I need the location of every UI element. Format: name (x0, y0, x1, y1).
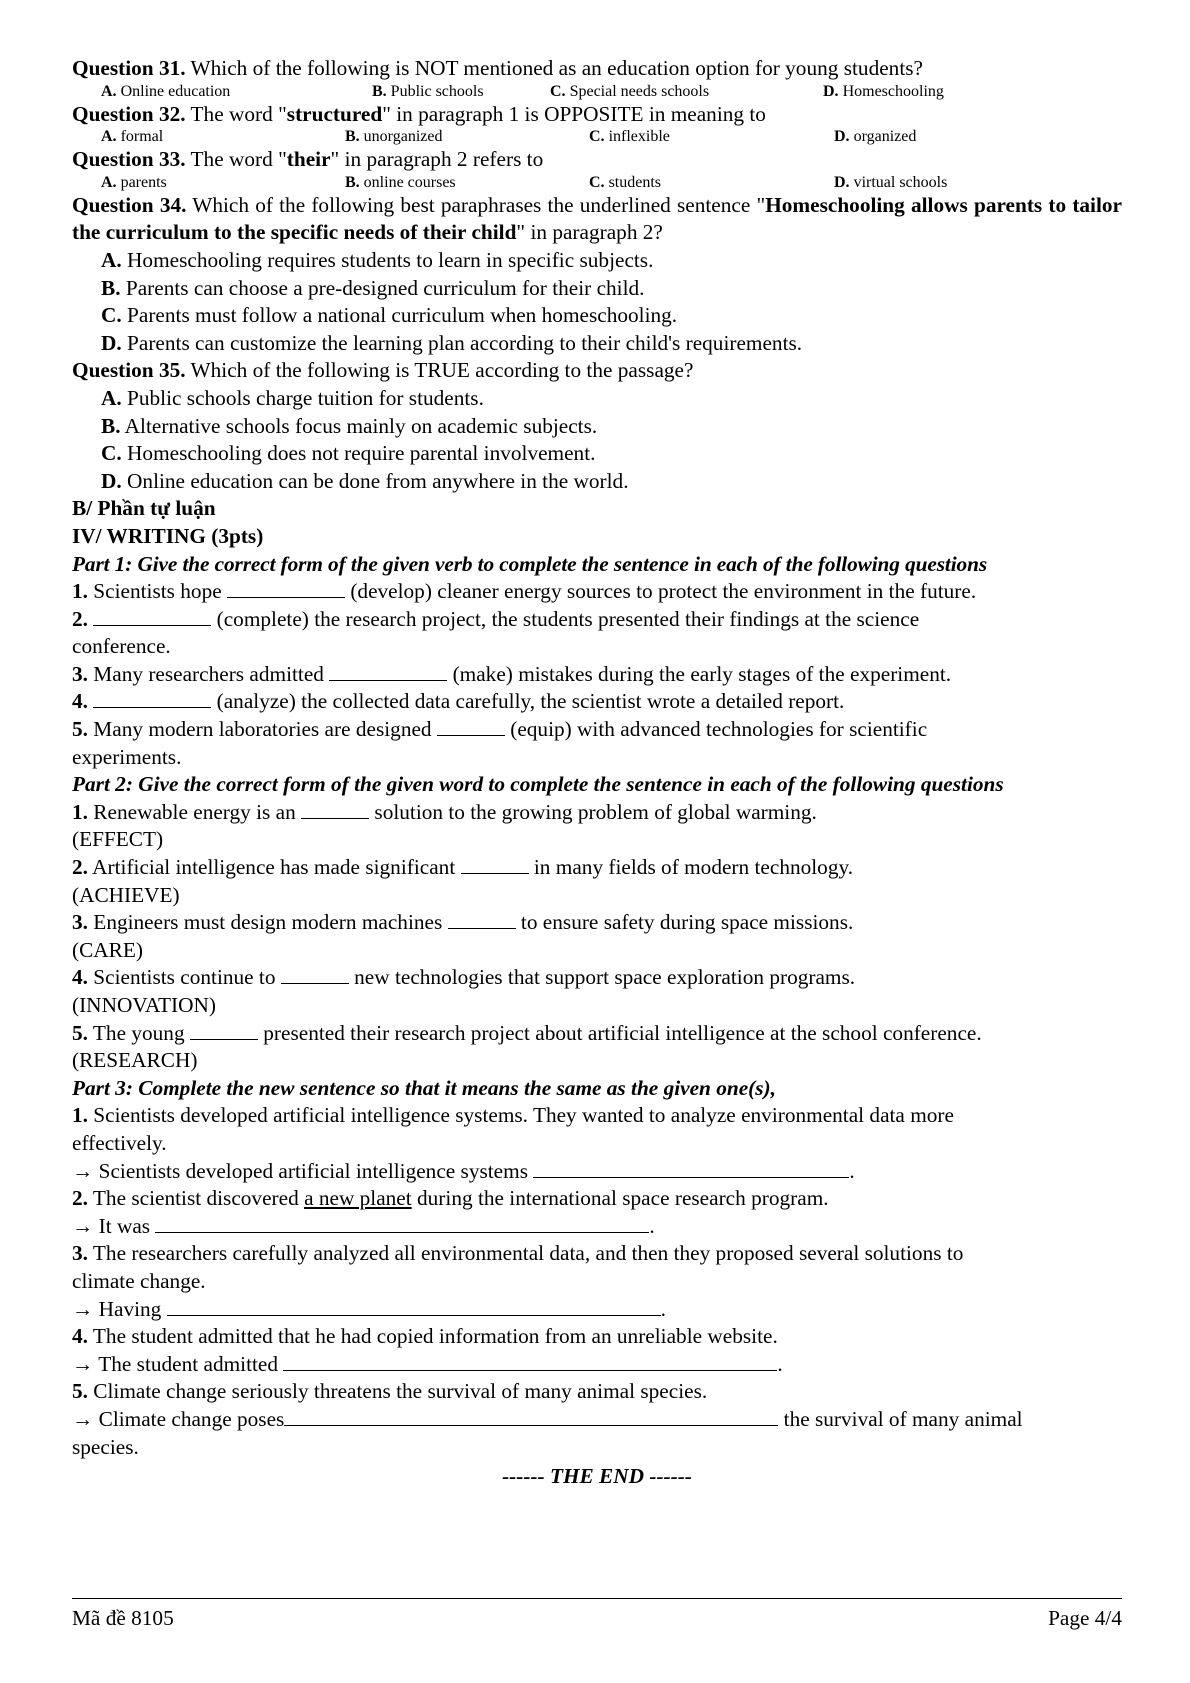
option-b[interactable]: B. Alternative schools focus mainly on academic subjects. (101, 413, 598, 438)
exam-code: Mã đề 8105 (72, 1606, 174, 1630)
question-31: Question 31. Which of the following is NOT mentioned as an education option for young students? (72, 56, 923, 80)
question-32: Question 32. The word "structured" in paragraph 1 is OPPOSITE in meaning to (72, 101, 766, 126)
option-c[interactable]: C. Homeschooling does not require parental involvement. (101, 441, 596, 466)
option-d[interactable]: D. organized (834, 128, 917, 146)
option-c[interactable]: C. Special needs schools (550, 82, 710, 100)
option-c[interactable]: C. students (589, 173, 662, 191)
question-35: Question 35. Which of the following is TRUE according to the passage? (72, 358, 694, 383)
part-1-item-5: 5. Many modern laboratories are designed (equip) with advanced technologies for scientific (72, 717, 928, 742)
part-2-item-1: 1. Renewable energy is an solution to the growing problem of global warming. (72, 799, 817, 824)
answer-blank[interactable] (301, 799, 369, 819)
option-a[interactable]: A. Homeschooling requires students to learn in specific subjects. (101, 247, 654, 272)
part-3-item-5-cont: species. (72, 1434, 139, 1459)
part-1-item-1: 1. Scientists hope (develop) cleaner energy sources to protect the environment in the future. (72, 579, 977, 604)
answer-blank[interactable] (281, 964, 349, 984)
option-d[interactable]: D. Online education can be done from anywhere in the world. (101, 468, 629, 493)
part-2-item-4-word: (INNOVATION) (72, 993, 216, 1017)
part-1-title: Part 1: Give the correct form of the given verb to complete the sentence in each of the following questions (72, 551, 988, 576)
exam-page (72, 55, 1122, 1491)
part-2-item-5-word: (RESEARCH) (72, 1048, 198, 1073)
answer-blank[interactable] (437, 716, 505, 736)
section-heading-b: B/ Phần tự luận (72, 496, 216, 521)
part-3-item-1: 1. Scientists developed artificial intelligence systems. They wanted to analyze environmental data more (72, 1103, 954, 1128)
answer-blank[interactable] (461, 854, 529, 874)
question-32-options (72, 128, 1122, 146)
option-d[interactable]: D. Homeschooling (823, 82, 944, 100)
option-d[interactable]: D. Parents can customize the learning plan according to their child's requirements. (101, 330, 803, 355)
option-d[interactable]: D. virtual schools (834, 173, 948, 191)
part-2-item-4: 4. Scientists continue to new technologies that support space exploration programs. (72, 965, 856, 990)
part-3-item-5-rewrite: → Climate change poses the survival of many animal (72, 1406, 1023, 1431)
option-b[interactable]: B. unorganized (345, 128, 443, 146)
part-2-item-3-word: (CARE) (72, 937, 143, 962)
answer-blank[interactable] (448, 909, 516, 929)
answer-blank[interactable] (329, 661, 447, 681)
part-2-item-2-word: (ACHIEVE) (72, 882, 180, 907)
part-2-item-5: 5. The young presented their research project about artificial intelligence at the school conference. (72, 1020, 982, 1045)
part-3-item-5: 5. Climate change seriously threatens the survival of many animal species. (72, 1379, 708, 1404)
answer-blank[interactable] (284, 1406, 778, 1426)
part-2-title: Part 2: Give the correct form of the given word to complete the sentence in each of the following questions (72, 772, 1004, 797)
question-34: Question 34. Which of the following best paraphrases the underlined sentence "Homeschooling allows parents to tailor the curriculum to the specific needs of their child" in paragraph 2? (72, 192, 1122, 245)
part-3-item-4: 4. The student admitted that he had copied information from an unreliable website. (72, 1324, 778, 1349)
answer-blank[interactable] (93, 606, 211, 626)
question-31-options (72, 83, 1122, 101)
answer-blank[interactable] (283, 1351, 777, 1371)
part-3-item-1-cont: effectively. (72, 1130, 167, 1155)
answer-blank[interactable] (533, 1158, 849, 1178)
part-1-item-5-cont: experiments. (72, 744, 182, 769)
answer-blank[interactable] (155, 1213, 649, 1233)
page-number: Page 4/4 (1048, 1606, 1122, 1630)
part-1-item-4: 4. (analyze) the collected data carefully, the scientist wrote a detailed report. (72, 689, 845, 714)
part-3-item-4-rewrite: → The student admitted . (72, 1351, 783, 1376)
part-3-title: Part 3: Complete the new sentence so that it means the same as the given one(s), (72, 1075, 776, 1100)
option-c[interactable]: C. inflexible (589, 128, 670, 146)
option-b[interactable]: B. Parents can choose a pre-designed curriculum for their child. (101, 275, 645, 300)
part-3-item-3-cont: climate change. (72, 1268, 206, 1293)
part-1-item-3: 3. Many researchers admitted (make) mistakes during the early stages of the experiment. (72, 661, 952, 686)
part-3-item-2: 2. The scientist discovered a new planet during the international space research program. (72, 1186, 829, 1211)
part-3-item-2-rewrite: → It was . (72, 1213, 655, 1238)
answer-blank[interactable] (93, 688, 211, 708)
part-3-item-1-rewrite: → Scientists developed artificial intelligence systems . (72, 1158, 855, 1183)
option-b[interactable]: B. Public schools (372, 82, 484, 100)
the-end-marker: ------ THE END ------ (502, 1464, 692, 1489)
option-a[interactable]: A. formal (101, 128, 164, 146)
part-2-item-1-word: (EFFECT) (72, 827, 164, 852)
option-c[interactable]: C. Parents must follow a national curriculum when homeschooling. (101, 303, 678, 328)
page-footer (72, 1598, 1122, 1631)
answer-blank[interactable] (167, 1296, 661, 1316)
answer-blank[interactable] (190, 1020, 258, 1040)
section-heading-writing: IV/ WRITING (3pts) (72, 523, 264, 548)
part-1-item-2-cont: conference. (72, 634, 171, 659)
question-33: Question 33. The word "their" in paragraph 2 refers to (72, 147, 544, 172)
option-a[interactable]: A. parents (101, 173, 167, 191)
option-a[interactable]: A. Online education (101, 82, 231, 100)
question-33-options (72, 174, 1122, 192)
part-3-item-3: 3. The researchers carefully analyzed all environmental data, and then they proposed several solutions to (72, 1241, 964, 1266)
part-1-item-2: 2. (complete) the research project, the students presented their findings at the science (72, 606, 920, 631)
part-2-item-2: 2. Artificial intelligence has made significant in many fields of modern technology. (72, 855, 854, 880)
option-a[interactable]: A. Public schools charge tuition for students. (101, 385, 484, 410)
part-3-item-3-rewrite: → Having . (72, 1296, 666, 1321)
option-b[interactable]: B. online courses (345, 173, 456, 191)
part-2-item-3: 3. Engineers must design modern machines to ensure safety during space missions. (72, 910, 854, 935)
answer-blank[interactable] (227, 578, 345, 598)
